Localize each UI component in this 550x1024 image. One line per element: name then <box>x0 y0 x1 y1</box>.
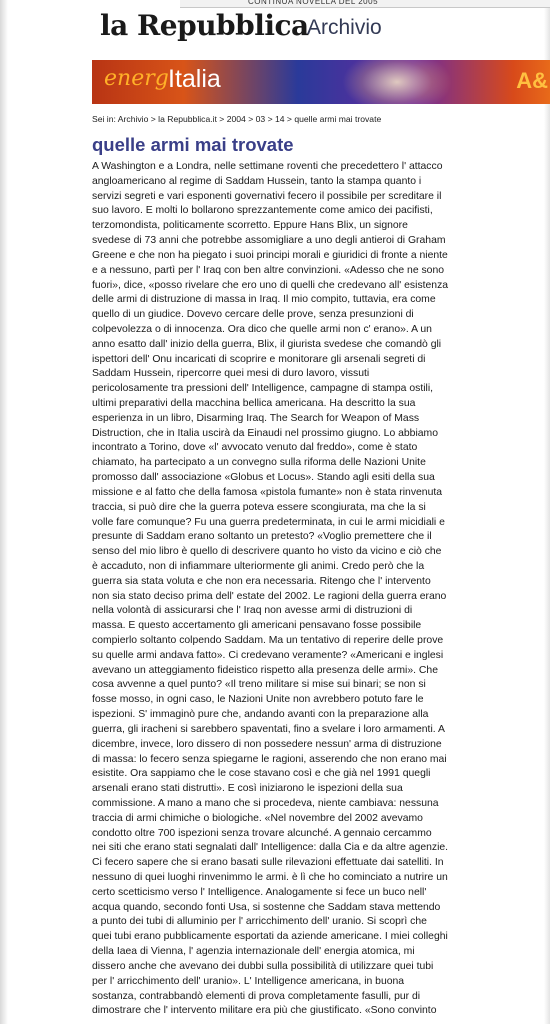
scan-edge-shadow-right <box>544 0 550 1024</box>
article-line: condotto oltre 700 ispezioni senza trovare alcunché. A gennaio cercammo <box>92 827 432 839</box>
article-line: quello di un giudice. Dovevo cercare delle prove, senza presunzioni di <box>92 309 414 321</box>
article-line: avevano un atteggiamento fideistico rispetto alla presenza delle armi». Che <box>92 664 438 676</box>
article-line: servizi segreti e vari esponenti governativi fecero il possibile per screditare il <box>92 190 442 202</box>
ad-banner[interactable] <box>92 60 550 104</box>
banner-light-glow <box>342 60 452 104</box>
article-line: traccia di armi chimiche o biologiche. «Nel novembre del 2002 avevamo <box>92 812 423 824</box>
banner-brand-part3: A& <box>516 68 548 93</box>
article-line: cosa avvenne a quel punto? «Il treno militare si mise sui binari; se non si <box>92 679 426 691</box>
article-line: guerra, gli iracheni si sarebbero spaventati, fino a svelare i loro armamenti. A <box>92 723 445 735</box>
article-line: presunte di Saddam erano soltanto un pretesto? «Voglio premettere che il <box>92 531 432 543</box>
article-line: per l' arricchimento dell' uranio». L' Intelligence americana, in buona <box>92 975 405 987</box>
article-title: quelle armi mai trovate <box>92 134 294 155</box>
article-line: nella volontà di assicurarsi che l' Iraq non avesse armi di distruzioni di <box>92 605 413 617</box>
article-line: dicembre, invece, loro dissero di non possedere nessun' arma di distruzione <box>92 738 442 750</box>
article-line: certo scetticismo verso l' Intelligence. Analogamente si fece un buco nell' <box>92 886 427 898</box>
article-line: della Iaea di Vienna, l' agenzia internazionale dell' energia atomica, mi <box>92 946 415 958</box>
article-line: nei siti che erano stati segnalati dall' Intelligence: dalla Cia e da altre agenzie. <box>92 842 449 854</box>
site-logo[interactable]: la Repubblica <box>100 9 309 42</box>
article-line: ultimi preparativi della macchina bellica americana. Ha descritto la sua <box>92 398 416 409</box>
scan-edge-shadow <box>0 0 8 1024</box>
article-line: A Washington e a Londra, nelle settimane roventi che precedettero l' attacco <box>92 161 443 172</box>
article-line: massa. E questo accertamento gli americani pensavano fosse possibile <box>92 620 422 632</box>
article-line: delle armi di distruzione di massa in Iraq. Il mio compito, tuttavia, era come <box>92 294 436 306</box>
article-line: guerra sia stata voluta e che non era necessaria. Ritengo che l' intervento <box>92 575 431 587</box>
article-line: su quelle armi andava fatto». Ci credevano veramente? «Americani e inglesi <box>92 649 444 661</box>
article-line: nessuno di quei luoghi rinvenimmo le armi. è lì che ho cominciato a nutrire un <box>92 872 448 883</box>
article-line: dissero anche che avevano dei dubbi sulla possibilità di utilizzare quei tubi <box>92 960 434 972</box>
article-line: non sia stato deciso prima dell' estate del 2002. Le ragioni della guerra erano <box>92 590 447 602</box>
article-line: svedese di 73 anni che potrebbe assomigliare a uno degli antieroi di Graham <box>92 235 446 247</box>
article-line: Saddam Hussein, ripercorre quei mesi di duro lavoro, vissuti <box>92 368 370 380</box>
article-line: dimostrare che l' intervento militare era più che giustificato. «Sono convinto <box>92 1005 437 1017</box>
article-line: anno esatto dall' inizio della guerra, Blix, il giurista svedese che comandò gli <box>92 338 442 350</box>
article-line: suo lavoro. E molti lo bollarono sprezzantemente come amico dei pacifisti, <box>92 205 433 217</box>
article-line: chiamato, ha partecipato a un convegno sulla riforma delle Nazioni Unite <box>92 457 426 469</box>
breadcrumb[interactable]: Sei in: Archivio > la Repubblica.it > 2004 > 03 > 14 > quelle armi mai trovate <box>92 114 382 124</box>
article-line: arsenali erano stati distrutti». E così iniziarono le ispezioni della sua <box>92 783 403 795</box>
article-line: a punto dei tubi di alluminio per l' arricchimento dell' uranio. Si scoprì che <box>92 916 427 928</box>
article-line: di massa: lo fecero senza spiegarne le ragioni, asserendo che non erano mai <box>92 753 447 765</box>
article-line: Greene e che non ha piegato i suoi principi morali e giuridici di fronte a niente <box>92 249 448 261</box>
article-line: terzomondista, politicamente scorretto. Eppure Hans Blix, un signore <box>92 220 408 232</box>
article-line: quei tubi erano pubblicamente esportati da aziende americane. I miei colleghi <box>92 931 448 943</box>
article-line: Ci fecero sapere che si erano basati sulle rilevazioni effettuate dai satelliti. In <box>92 857 444 869</box>
article-line: esistite. Ora sappiamo che le cose stavano così e che già nel 1991 quegli <box>92 768 431 780</box>
article-line: missione e al fatto che della famosa «pistola fumante» non è stata rinvenuta <box>92 486 443 498</box>
article-line: angloamericano al regime di Saddam Hussein, tanto la stampa quanto i <box>92 175 422 187</box>
article-line: pericolosamente tra pressioni dell' Intelligence, campagne di stampa ostili, <box>92 383 434 395</box>
article-line: esperienza in un libro, Disarming Iraq. The Search for Weapon of Mass <box>92 412 420 424</box>
banner-brand-part2: Italia <box>168 65 221 93</box>
article-line: e a nessuno, partì per l' Iraq con ben altre convinzioni. «Adesso che ne sono <box>92 264 445 276</box>
banner-brand-part1: energ <box>104 66 169 91</box>
article-line: fosse mosso, in ogni caso, le Nazioni Unite non avrebbero potuto fare le <box>92 694 424 706</box>
article-line: Distruction, che in Italia uscirà da Einaudi nel prossimo giugno. Lo abbiamo <box>92 427 438 439</box>
top-strip <box>180 0 550 8</box>
article-line: sostanza, contrabbandò elementi di prova completamente fasulli, pur di <box>92 990 421 1002</box>
top-strip-text: CONTINUA NOVELLA DEL 2005 <box>248 0 379 6</box>
article-line: commissione. A mano a mano che si procedeva, niente cambiava: nessuna <box>92 797 439 809</box>
section-title[interactable]: Archivio <box>307 16 382 39</box>
article-line: ispezioni. S' immaginò pure che, andando avanti con la preparazione alla <box>92 709 429 721</box>
article-line: compierlo soltanto colpendo Saddam. Ma un tentativo di reperire delle prove <box>92 635 444 646</box>
article-line: promosso dall' associazione «Globus et Locus». Stando agli esiti della sua <box>92 472 435 484</box>
article-line: acqua quando, secondo fonti Usa, si sostenne che Saddam stava mettendo <box>92 901 441 913</box>
article-line: colpevolezza o di innocenza. Ora dico che quelle armi non c' erano». A un <box>92 323 432 335</box>
article-line: incontrato a Torino, dove «l' avvocato venuto dal freddo», come è stato <box>92 442 418 454</box>
article-line: ispettori dell' Onu incaricati di scoprire e monitorare gli arsenali segreti di <box>92 353 426 365</box>
article-body <box>92 160 536 1019</box>
article-line: senso del mio libro è quello di descrivere quanto ho visto da vicino e ciò che <box>92 546 442 558</box>
article-line: è accaduto, non di infiammare ulteriormente gli animi. Credo però che la <box>92 560 425 572</box>
article-line: fuori», dice, «posso rivelare che ero uno di quelli che credevano all' esistenza <box>92 279 449 291</box>
article-line: volle fare comunque? Fu una guerra predeterminata, in cui le armi micidiali e <box>92 516 445 528</box>
article-line: traccia, si può dire che la guerra poteva essere scongiurata, ma che la si <box>92 501 426 513</box>
